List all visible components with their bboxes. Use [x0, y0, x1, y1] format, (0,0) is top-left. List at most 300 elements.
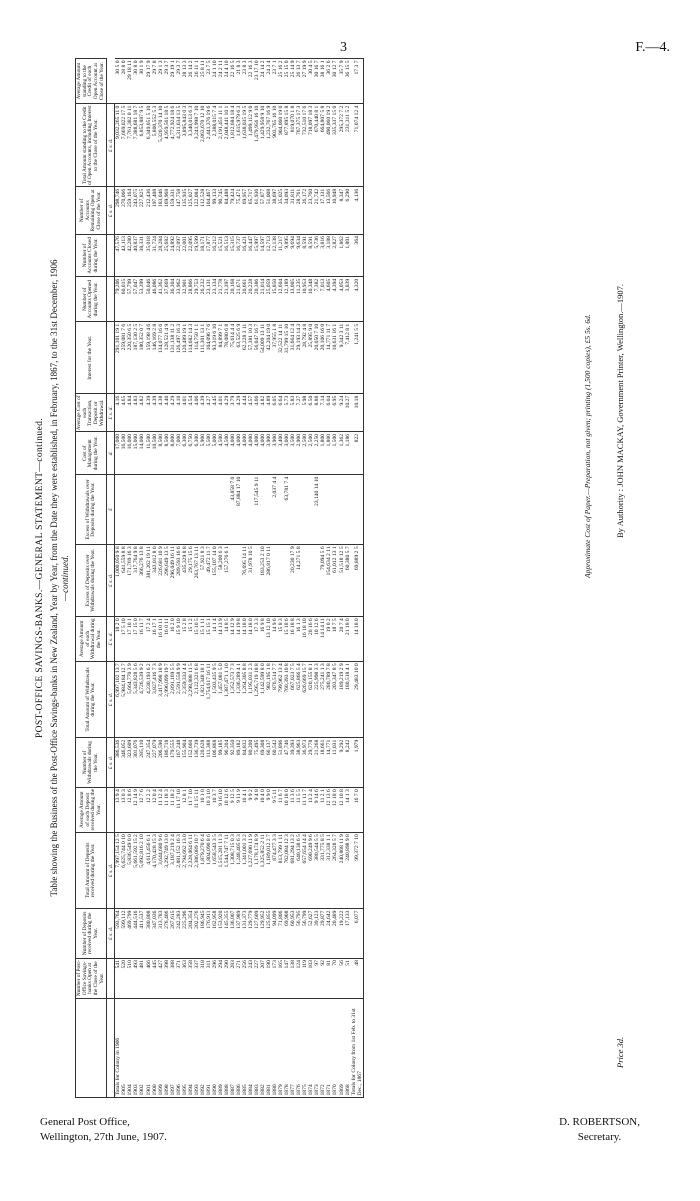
table-cell: 21 18 0	[345, 616, 351, 661]
year-cell: 1873	[314, 999, 320, 1098]
table-cell: 6.95	[332, 394, 338, 432]
table-cell: 8,591	[302, 234, 308, 277]
table-cell: 137,989	[236, 909, 242, 958]
table-cell: 15,521	[218, 234, 224, 277]
table-cell: 3,900	[272, 432, 278, 475]
table-cell: 28,761	[296, 187, 302, 234]
table-cell: 3.79	[230, 394, 236, 432]
table-cell: 4,320	[351, 277, 364, 322]
table-cell: 78,080 6 8	[224, 322, 230, 394]
table-cell: 225,296	[182, 909, 188, 958]
table-cell: 1,879,270 6 4	[200, 832, 206, 908]
table-cell: 10 18 0	[284, 787, 290, 832]
table-cell: 12 0 4	[152, 787, 158, 832]
table-cell: 16 2 0	[170, 616, 176, 661]
table-cell: 76,695 14 11	[242, 544, 248, 616]
table-cell: 12 14 9	[133, 787, 139, 832]
table-cell: 2,881,152 16 3	[176, 832, 182, 908]
table-cell: 167,248	[176, 738, 182, 787]
table-cell: 30 12 7	[332, 59, 338, 104]
table-cell: 2,359,333 4 4	[182, 661, 188, 737]
table-cell: 10,500	[152, 432, 158, 475]
table-cell: 11 15 11	[194, 787, 200, 832]
table-cell: 5,800,552 5 3	[152, 104, 158, 187]
year-cell: 1893	[194, 999, 200, 1098]
table-cell: 15 9 10	[176, 616, 182, 661]
table-cell: 1,615,979 6 3	[236, 104, 242, 187]
year-cell: 1883	[254, 999, 260, 1098]
table-cell: 15,000	[133, 432, 139, 475]
table-cell: 51,008	[266, 187, 272, 234]
table-cell: 29,778	[308, 738, 314, 787]
table-cell: 15 10 5	[194, 616, 200, 661]
table-cell: 323,609	[127, 738, 133, 787]
table-cell: 16,000	[127, 432, 133, 475]
table-cell: 29 3 7	[164, 59, 170, 104]
table-cell: 61,012 13 1	[332, 544, 338, 616]
table-cell: 664,807 5 8	[320, 104, 326, 187]
table-cell: 31,799 15 10	[284, 322, 290, 394]
table-cell: 296	[212, 958, 218, 998]
table-cell: 79,424	[230, 187, 236, 234]
year-cell: 1894	[188, 999, 194, 1098]
table-cell: 7,669,022 17 5	[121, 104, 127, 187]
table-cell: 10 12 6	[314, 616, 320, 661]
unit-cell: £ s. d.	[107, 616, 115, 661]
table-cell: 243	[248, 958, 254, 998]
table-cell: 5,736	[314, 234, 320, 277]
table-cell: 16 18 10	[302, 616, 308, 661]
table-cell: 32,901	[182, 277, 188, 322]
table-cell: 3,188	[326, 234, 332, 277]
column-header: Total Amount standing to the Credit of Open Accounts, including Interest to the Close of the Year.	[76, 104, 107, 187]
table-cell: 481	[139, 958, 145, 998]
table-cell: 16,737	[236, 234, 242, 277]
table-cell: 3,895,843 0 3	[182, 104, 188, 187]
table-cell: 207	[260, 958, 266, 998]
table-cell: 690,249 9 6	[308, 832, 314, 908]
table-cell: 14,597	[260, 234, 266, 277]
table-cell: 202,276	[194, 909, 200, 958]
table-cell: 8,591	[308, 234, 314, 277]
table-cell: 9 9 2	[248, 787, 254, 832]
table-cell: 286,817 0 11	[266, 544, 272, 616]
rotated-table-region	[35, 58, 645, 1098]
table-cell: 13,005	[290, 277, 296, 322]
column-header: Interest for the Year.	[76, 322, 107, 394]
column-header: Average Amount standing to the Credit of each Open Account at Close of the Year.	[76, 59, 107, 104]
footer-office-name: General Post Office,	[40, 1116, 130, 1128]
table-cell: 11,031	[332, 738, 338, 787]
table-cell: 3,400	[278, 432, 284, 475]
table-cell: 129,779	[248, 909, 254, 958]
table-cell: 819,070 1 8	[290, 104, 296, 187]
table-cell: 8.88	[314, 394, 320, 432]
table-cell: 240,868 11 9	[339, 832, 345, 908]
unit-cell: £	[107, 475, 115, 545]
table-cell: 103	[308, 958, 314, 998]
table-cell: 1,503,435 9 5	[212, 661, 218, 737]
table-cell: 14 13 9	[218, 616, 224, 661]
table-cell: 7,761,382 0 11	[127, 104, 133, 187]
table-cell: 20,106 16 0	[320, 322, 326, 394]
table-cell: 29 3 7	[176, 59, 182, 104]
table-cell: 225,998 3 3	[314, 661, 320, 737]
table-cell: 22 16 3	[248, 59, 254, 104]
column-header-row	[76, 59, 107, 1098]
table-cell: 63,525 6 9	[236, 322, 242, 394]
table-cell: 4,000	[236, 432, 242, 475]
price-note: Price 3d.	[615, 1036, 625, 1068]
table-cell: 9,342 3 11	[339, 322, 345, 394]
table-cell: 259,164	[127, 187, 133, 234]
table-cell: 1,142,599 8 0	[260, 661, 266, 737]
table-cell: 62,228 3 11	[242, 322, 248, 394]
table-cell: 165	[278, 958, 284, 998]
table-cell: 3,827,416 7 3	[152, 661, 158, 737]
table-cell: 510	[127, 958, 133, 998]
table-cell: 331,775 8 5	[320, 832, 326, 908]
table-cell: 31,664 12 4	[290, 322, 296, 394]
unit-cell	[107, 322, 115, 394]
table-cell: 180,518 4 1	[345, 661, 351, 737]
table-cell: 28 13 3	[182, 59, 188, 104]
table-cell: 23 7 1	[272, 59, 278, 104]
table-cell: 18,661	[320, 738, 326, 787]
table-cell: 23 8 3	[242, 59, 248, 104]
table-cell: 4.83	[133, 394, 139, 432]
table-cell: 42,280	[127, 234, 133, 277]
table-cell: 9 16 10	[218, 787, 224, 832]
table-cell: 5.73	[284, 394, 290, 432]
table-cell: 27 19 9	[302, 59, 308, 104]
table-cell: 56,795	[296, 909, 302, 958]
table-cell: 8,242	[345, 738, 351, 787]
table-cell: 12 2 2	[146, 787, 152, 832]
table-cell: 16 18 8	[290, 616, 296, 661]
approximate-cost-note: Approximate Cost of Paper.—Preparation, not given; printing (1,500 copies), £5 5s. 6d.	[583, 314, 592, 578]
table-cell: 295,372 7 2	[339, 104, 345, 187]
table-cell: 6.04	[326, 394, 332, 432]
table-cell: 3,292,749 13 0	[164, 832, 170, 908]
year-cell: 1877	[290, 999, 296, 1098]
page-number: 3	[340, 40, 347, 55]
table-cell: 111,301 13 1	[200, 322, 206, 394]
table-cell: 136,007	[230, 909, 236, 958]
table-cell: 189,219 2 9	[339, 661, 345, 737]
table-subtitle: Table showing the Business of the Post-Office Savings-banks in New Zealand, Year by Year, from the Date they were established, in February, 1867, to the 31st December, 1906	[49, 259, 59, 897]
year-cell: 1872	[320, 999, 326, 1098]
table-row	[351, 59, 364, 1098]
table-cell: 593,764	[115, 909, 122, 958]
table-cell: 97	[314, 958, 320, 998]
table-cell: 13 9 4	[115, 787, 122, 832]
table-cell: 4.10	[176, 394, 182, 432]
table-cell: 301,076	[133, 738, 139, 787]
year-cell: 1891	[206, 999, 212, 1098]
table-cell: 799,962 13 4	[278, 661, 284, 737]
table-cell: 4,000	[260, 432, 266, 475]
table-subtitle-continued: —continued.	[60, 555, 70, 601]
table-cell: 79,206	[115, 277, 122, 322]
table-cell: 112,528	[200, 187, 206, 234]
table-cell: 12 8 6	[127, 787, 133, 832]
table-cell: 227,825	[139, 187, 145, 234]
table-cell: 7,013	[320, 277, 326, 322]
table-cell: 169,968	[164, 187, 170, 234]
table-cell: 29,483 10 0	[351, 661, 364, 737]
table-cell: 57,381 10 3	[248, 322, 254, 394]
year-cell: 1897	[170, 999, 176, 1098]
table-cell: 4.39	[146, 394, 152, 432]
unit-cell: £ s. d.	[107, 661, 115, 737]
table-cell: 48	[351, 958, 364, 998]
table-cell: 2,250	[314, 432, 320, 475]
table-cell: 19 0 2	[326, 616, 332, 661]
table-cell: 902,195 1 8	[266, 661, 272, 737]
table-cell: 15 2 8	[182, 616, 188, 661]
table-cell: 22 16 5	[230, 59, 236, 104]
table-cell: 12 8 1	[182, 787, 188, 832]
table-cell: 9,292	[339, 738, 345, 787]
table-cell: 1,336,289 4 1	[236, 661, 242, 737]
table-cell: 30 8 0	[133, 59, 139, 104]
table-cell: 263,767 13 11	[194, 544, 200, 616]
table-cell: 38,331	[139, 234, 145, 277]
table-cell: 131,138 11 2	[170, 322, 176, 394]
table-cell: 29 18 11	[127, 59, 133, 104]
year-cell: 1903	[133, 999, 139, 1098]
table-cell: 180,352 0 7	[139, 322, 145, 394]
table-cell: 1,362	[339, 432, 345, 475]
table-cell: 28 8 0	[121, 59, 127, 104]
table-cell: 152,660	[188, 738, 194, 787]
table-cell: 14,000	[139, 432, 145, 475]
table-cell: 41,362	[158, 277, 164, 322]
table-cell: 1,801	[345, 234, 351, 277]
table-cell: 92	[320, 958, 326, 998]
table-cell: 99,185	[218, 738, 224, 787]
table-cell: 20,230 17 9	[290, 544, 296, 616]
table-cell: 296,049 16 11	[170, 544, 176, 616]
table-cell: 2,048,441 10 1	[224, 104, 230, 187]
table-cell: 19,222	[339, 909, 345, 958]
table-cell: 347,036	[152, 909, 158, 958]
table-cell: 124	[296, 958, 302, 998]
table-cell: 435,329 8 8	[182, 544, 188, 616]
table-cell: 4.29	[224, 394, 230, 432]
table-cell: 876,514 7 7	[272, 661, 278, 737]
year-cell: 1899	[158, 999, 164, 1098]
table-cell: 36,973	[302, 738, 308, 787]
table-cell: 96,204	[224, 738, 230, 787]
table-cell: 131,373	[242, 909, 248, 958]
table-cell: 11 18 2	[170, 787, 176, 832]
footer-signatory	[559, 1115, 640, 1145]
table-cell: 114,682 14 3	[188, 322, 194, 394]
table-cell: 84,488	[224, 187, 230, 234]
table-cell: 2,500	[302, 432, 308, 475]
table-cell: 120,628	[200, 738, 206, 787]
document-reference: F.—4.	[635, 40, 670, 55]
table-cell: 15,850	[272, 277, 278, 322]
table-cell: 5,984,184 12 7	[121, 661, 127, 737]
table-cell: 877,895 15 8	[284, 104, 290, 187]
table-cell: 204,354	[188, 909, 194, 958]
table-cell: 15,997	[254, 234, 260, 277]
table-cell: 6,290	[345, 187, 351, 234]
table-cell: 1,457,081 5 0	[218, 661, 224, 737]
table-cell: 30 4 5	[308, 59, 314, 104]
table-cell: 6.64	[278, 394, 284, 432]
table-cell: 1,979	[351, 738, 364, 787]
table-cell: 388	[170, 958, 176, 998]
year-cell: Totals for Colony from 1st Feb. to 31st Dec., 1867	[351, 999, 364, 1098]
table-cell: 134,077 16 6	[158, 322, 164, 394]
table-cell: 290	[224, 958, 230, 998]
table-cell: 1,821,348 18 1	[200, 661, 206, 737]
table-cell: 42,204 19 0	[266, 322, 272, 394]
table-cell: 4.45	[212, 394, 218, 432]
table-cell: 5,092,816 2 10	[139, 832, 145, 908]
table-cell: 2,996,099 19 7	[164, 661, 170, 737]
table-cell: 490,060 19 2	[326, 104, 332, 187]
table-cell: 760,393 10 8	[284, 661, 290, 737]
table-cell: 171,769 16 3	[127, 544, 133, 616]
units-row	[107, 59, 115, 1098]
table-cell: 8,500	[158, 432, 164, 475]
column-header: Total Amount of Deposits received during the Year.	[76, 832, 107, 908]
table-cell: 15 18 6	[284, 616, 290, 661]
column-header: Number of Accounts Closed during the Year.	[76, 234, 107, 277]
unit-cell: £ s. d.	[107, 104, 115, 187]
table-cell: 25,895 9 0	[308, 322, 314, 394]
table-cell: 1,515,281 11 3	[218, 832, 224, 908]
table-cell: 15,315	[230, 234, 236, 277]
table-cell: 3,000	[284, 432, 290, 475]
table-cell: 291,101 19 1	[115, 322, 122, 394]
table-cell: 79,094 5 6	[320, 544, 326, 616]
year-cell: 1886	[236, 999, 242, 1098]
table-cell: 9 12 5	[230, 787, 236, 832]
table-cell: 7,412 8 1	[345, 322, 351, 394]
table-cell: 4.65	[121, 394, 127, 432]
table-cell: 162,958	[212, 909, 218, 958]
table-cell: 5,000	[212, 432, 218, 475]
table-cell: 43,113	[121, 234, 127, 277]
unit-cell: £ s. d.	[107, 738, 115, 787]
table-cell: 125,855	[266, 909, 272, 958]
table-cell: 1,544,747 7 11	[224, 832, 230, 908]
table-cell: 6,300	[182, 432, 188, 475]
table-cell: 37,955 1 8	[272, 322, 278, 394]
unit-cell	[107, 787, 115, 832]
table-cell: 29,175 15 6	[188, 544, 194, 616]
table-cell: 10.27	[345, 394, 351, 432]
table-cell: 10 1 0	[200, 787, 206, 832]
table-cell: 22,097	[176, 234, 182, 277]
table-cell: 11,217	[278, 234, 284, 277]
year-cell: 1870	[332, 999, 338, 1098]
table-cell: 29 17 9	[146, 59, 152, 104]
table-cell: 57,921 8 3	[200, 544, 206, 616]
table-cell: 8,000	[170, 432, 176, 475]
table-cell: 129,952	[260, 909, 266, 958]
table-cell: 4,053	[339, 277, 345, 322]
table-cell: 31,724	[152, 234, 158, 277]
table-cell: 227,079	[152, 738, 158, 787]
table-cell: 16 11 7	[139, 616, 145, 661]
table-cell: 14 14 11	[320, 616, 326, 661]
table-cell: 1,000,050 9 8	[115, 544, 122, 616]
table-cell: 9,895	[284, 234, 290, 277]
table-cell: 84,832	[242, 738, 248, 787]
table-cell: 60,542	[272, 738, 278, 787]
table-cell: 6,300	[194, 432, 200, 475]
table-cell: 903,765 16 10	[272, 104, 278, 187]
table-cell: 289,593 16 6	[176, 544, 182, 616]
table-cell: 80,200	[248, 738, 254, 787]
table-cell: 15 1 2	[188, 616, 194, 661]
table-cell: 466	[146, 958, 152, 998]
table-cell: 1,479,956 16 10	[254, 104, 260, 187]
table-cell: 9 9 0	[266, 787, 272, 832]
table-cell: 231,311 5 2	[345, 104, 351, 187]
table-cell: 155,107 14 0	[212, 544, 218, 616]
table-cell: 29 1 3	[158, 59, 164, 104]
table-cell: 81	[326, 958, 332, 998]
table-cell: 21,268	[314, 738, 320, 787]
year-cell: 1871	[326, 999, 332, 1098]
table-cell: 65,717	[248, 187, 254, 234]
table-cell: 364	[351, 234, 364, 277]
signatory-title: Secretary.	[577, 1130, 622, 1143]
table-cell: 29,753	[194, 277, 200, 322]
table-cell: 1,812,684 18 4	[230, 104, 236, 187]
unit-cell: d.	[107, 432, 115, 475]
table-cell: 4,170,428 15 3	[152, 832, 158, 908]
table-cell: 75,614 4 4	[230, 322, 236, 394]
table-cell: 762,084 12 3	[284, 832, 290, 908]
table-cell: 25 8 11	[200, 59, 206, 104]
table-cell: 8,500	[164, 432, 170, 475]
table-cell: 5,664,770 3 9	[127, 661, 133, 737]
table-cell: 90,745	[218, 187, 224, 234]
unit-cell: £ s. d.	[107, 909, 115, 958]
table-cell: 285,110	[139, 738, 145, 787]
table-cell: 94,099	[272, 909, 278, 958]
table-cell: 3,900	[266, 432, 272, 475]
table-cell: 19,599	[194, 234, 200, 277]
table-cell: 264,328 5 7	[332, 832, 338, 908]
year-cell: 1889	[218, 999, 224, 1098]
table-cell: 7.14	[320, 394, 326, 432]
table-cell: 33,962	[176, 277, 182, 322]
table-cell: 1,387,471 1 10	[224, 661, 230, 737]
table-cell: 5,900	[200, 432, 206, 475]
table-cell: 493	[133, 958, 139, 998]
table-cell: 256	[242, 958, 248, 998]
table-cell: 732,510 17 6	[302, 104, 308, 187]
table-cell: 337	[194, 958, 200, 998]
table-cell: 11 2 1	[320, 787, 326, 832]
table-cell: 625,866 5 4	[296, 661, 302, 737]
table-cell: 444,516	[133, 909, 139, 958]
table-cell: 39,123	[314, 909, 320, 958]
table-cell: 21 8 3	[236, 59, 242, 104]
year-cell: 1879	[278, 999, 284, 1098]
table-cell: 120,489 19 1	[182, 322, 188, 394]
